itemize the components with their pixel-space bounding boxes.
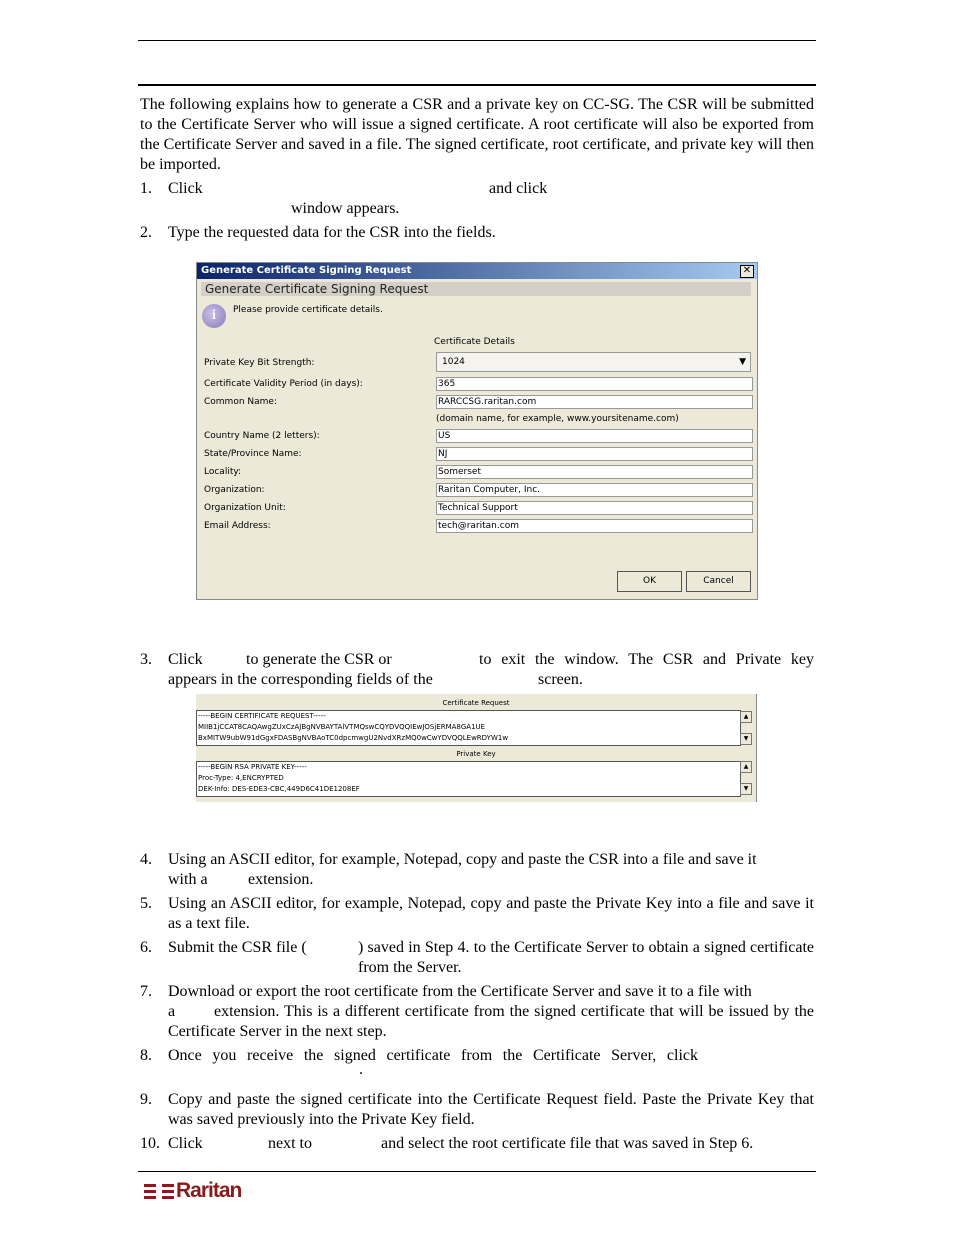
step-text: Click — [168, 1135, 203, 1152]
step-text: Submit the CSR file ( — [168, 939, 307, 956]
ok-button[interactable]: OK — [617, 571, 682, 592]
email-input[interactable]: tech@raritan.com — [436, 519, 753, 533]
private-key-label: Private Key — [456, 750, 496, 758]
step-text: Using an ASCII editor, for example, Notepad, copy and paste the Private Key into a file and save it as a text file. — [168, 895, 814, 932]
raritan-logo — [144, 1180, 241, 1202]
step-text: . — [359, 1061, 363, 1078]
step-text: to exit the window. The CSR and Private key — [479, 651, 814, 668]
step-text: next to — [268, 1135, 312, 1152]
scroll-down-icon[interactable]: ▼ — [740, 733, 752, 745]
info-icon: i — [202, 304, 226, 328]
step-text: ) saved in Step 4. to the Certificate Server to obtain a signed certificate from the Server. — [358, 939, 814, 976]
certificate-request-textarea[interactable] — [196, 710, 741, 746]
step-text: Download or export the root certificate from the Certificate Server and save it to a file with — [168, 983, 752, 1000]
step-text: window appears. — [291, 200, 400, 217]
field-label: Organization: — [204, 485, 265, 495]
step-text: extension. This is a different certificate from the signed certificate that will be issued by the Certificate Server in the next step. — [168, 1003, 814, 1040]
text-line: MIIB1jCCAT8CAQAwgZUxCzAJBgNVBAYTAlVTMQswCQYDVQQIEwJOSjERMA8GA1UE — [198, 723, 486, 731]
country-input[interactable]: US — [436, 429, 753, 443]
step-text: appears in the corresponding fields of the — [168, 671, 433, 688]
key-strength-select[interactable] — [436, 352, 751, 372]
hint-text: (domain name, for example, www.yoursitename.com) — [436, 414, 679, 424]
dialog-header: Generate Certificate Signing Request — [201, 282, 751, 296]
dialog-titlebar — [197, 263, 757, 279]
org-unit-input[interactable]: Technical Support — [436, 501, 753, 515]
step-text: to generate the CSR or — [246, 651, 392, 668]
step-5 — [140, 894, 814, 934]
step-4 — [140, 850, 814, 888]
step-text: with a — [168, 871, 208, 888]
step-number: 9. — [140, 1091, 152, 1108]
info-text: Please provide certificate details. — [233, 305, 383, 315]
field-label: Common Name: — [204, 397, 277, 407]
logo-text: Raritan — [176, 1179, 242, 1202]
step-text: Type the requested data for the CSR into the fields. — [168, 224, 496, 241]
header-rule — [138, 40, 816, 41]
step-number: 5. — [140, 895, 152, 912]
state-input[interactable]: NJ — [436, 447, 753, 461]
footer-rule — [138, 1171, 816, 1172]
step-2 — [140, 223, 814, 243]
step-number: 3. — [140, 651, 152, 668]
section-rule — [138, 84, 816, 86]
validity-input[interactable]: 365 — [436, 377, 753, 391]
field-label: Email Address: — [204, 521, 271, 531]
common-name-input[interactable]: RARCCSG.raritan.com — [436, 395, 753, 409]
chevron-down-icon: ▼ — [739, 357, 746, 367]
field-label: Organization Unit: — [204, 503, 286, 513]
select-value: 1024 — [442, 357, 465, 367]
step-number: 1. — [140, 180, 152, 197]
organization-input[interactable]: Raritan Computer, Inc. — [436, 483, 753, 497]
text-line: -----BEGIN RSA PRIVATE KEY----- — [198, 763, 307, 771]
step-number: 2. — [140, 224, 152, 241]
step-number: 6. — [140, 939, 152, 956]
text-line: DEK-Info: DES-EDE3-CBC,449D6C41DE1208EF — [198, 785, 360, 793]
raritan-logo-mark-icon — [144, 1182, 174, 1200]
field-label: Country Name (2 letters): — [204, 431, 320, 441]
step-text: extension. — [248, 871, 314, 888]
private-key-textarea[interactable] — [196, 761, 741, 797]
scroll-up-icon[interactable]: ▲ — [740, 761, 752, 773]
step-text: Using an ASCII editor, for example, Notepad, copy and paste the CSR into a file and save it — [168, 851, 757, 868]
step-text: Copy and paste the signed certificate into the Certificate Request field. Paste the Private Key that was saved previously into the Private Key field. — [168, 1091, 814, 1128]
step-text: and click — [489, 180, 548, 197]
section-label: Certificate Details — [434, 337, 515, 347]
csr-panel — [196, 694, 757, 802]
certificate-request-label: Certificate Request — [442, 699, 510, 707]
step-number: 8. — [140, 1047, 152, 1064]
step-9 — [140, 1090, 814, 1130]
field-label: State/Province Name: — [204, 449, 302, 459]
step-text: Click — [168, 180, 203, 197]
step-text: Once you receive the signed certificate from the Certificate Server, click — [168, 1047, 698, 1064]
scroll-up-icon[interactable]: ▲ — [740, 711, 752, 723]
close-icon[interactable]: ✕ — [740, 265, 754, 278]
step-number: 7. — [140, 983, 152, 1000]
field-label: Certificate Validity Period (in days): — [204, 379, 363, 389]
step-text: a — [168, 1003, 176, 1020]
step-text: Click — [168, 651, 203, 668]
locality-input[interactable]: Somerset — [436, 465, 753, 479]
step-number: 10. — [140, 1135, 160, 1152]
step-7 — [140, 982, 814, 1040]
dialog-title: Generate Certificate Signing Request — [201, 265, 412, 276]
field-label: Private Key Bit Strength: — [204, 358, 315, 368]
text-line: -----BEGIN CERTIFICATE REQUEST----- — [198, 712, 326, 720]
scroll-down-icon[interactable]: ▼ — [740, 783, 752, 795]
step-text: screen. — [538, 671, 583, 688]
generate-csr-dialog — [196, 262, 758, 600]
step-number: 4. — [140, 851, 152, 868]
text-line: Proc-Type: 4,ENCRYPTED — [198, 774, 284, 782]
field-label: Locality: — [204, 467, 242, 477]
step-text: and select the root certificate file that was saved in Step 6. — [381, 1135, 754, 1152]
intro-paragraph: The following explains how to generate a CSR and a private key on CC-SG. The CSR will be submitted to the Certificate Server who will issue a signed certificate. A root certificate will also be exported from the Certificate Server and saved in a file. The signed certificate, root certificate, and private key will then be imported. — [140, 96, 814, 173]
text-line: BxMITW9ubW91dGgxFDASBgNVBAoTC0dpcmwgU2NvdXRzMQ0wCwYDVQQLEwRDYW1w — [198, 734, 509, 742]
cancel-button[interactable]: Cancel — [686, 571, 751, 592]
